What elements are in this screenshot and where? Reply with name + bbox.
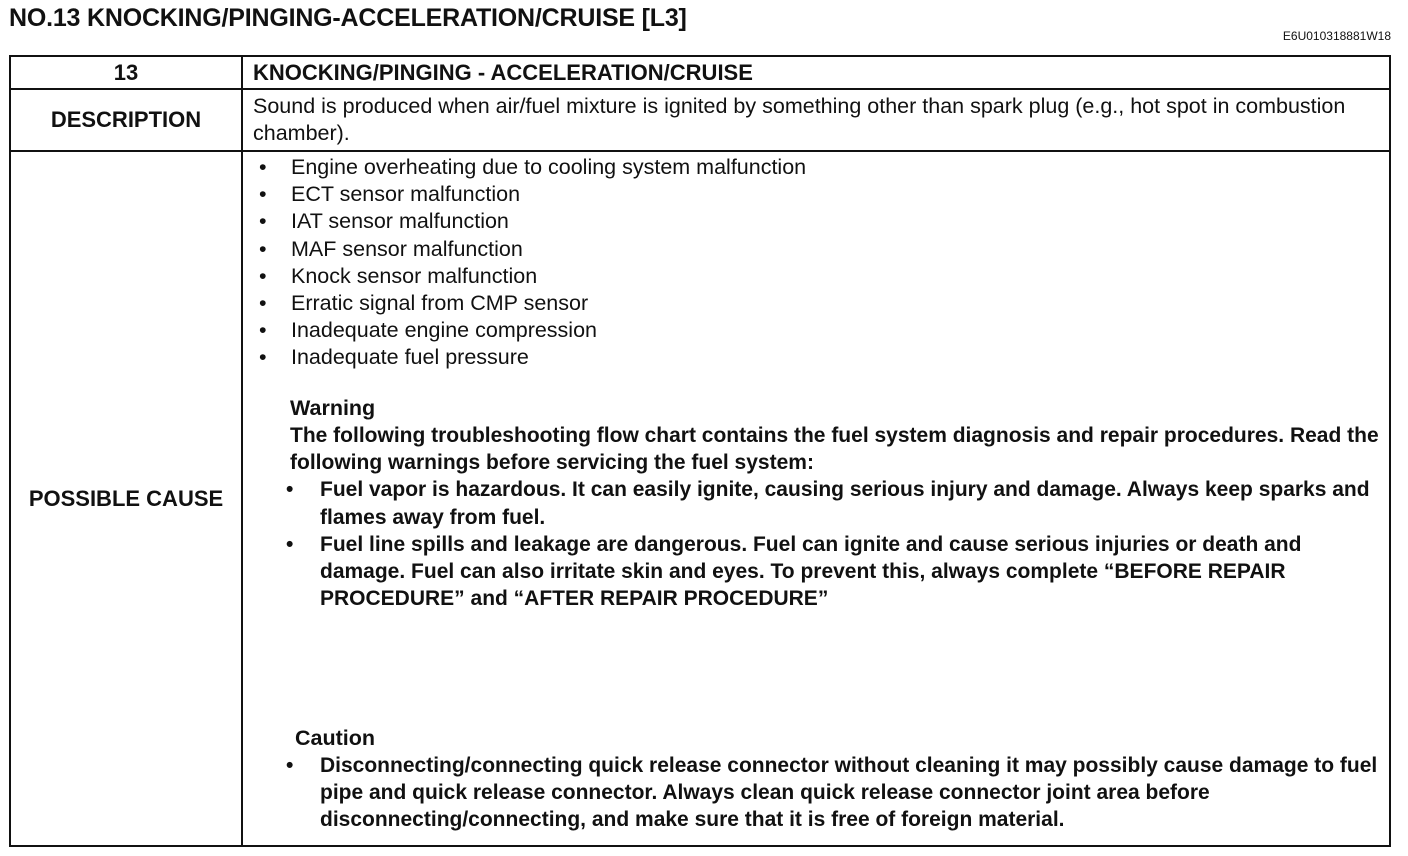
troubleshooting-table xyxy=(9,55,1391,847)
cause-item: • ECT sensor malfunction xyxy=(259,181,806,208)
warning-item: • Fuel vapor is hazardous. It can easily ignite, causing serious injury and damage. Always keep sparks and flames away from fuel. xyxy=(286,476,1381,530)
cause-item: • Knock sensor malfunction xyxy=(259,263,806,290)
symptom-number: 13 xyxy=(10,56,242,89)
cause-list xyxy=(259,154,806,372)
warning-list xyxy=(286,476,1381,612)
symptom-title: KNOCKING/PINGING - ACCELERATION/CRUISE xyxy=(242,56,1390,89)
caution-list xyxy=(286,752,1381,834)
possible-cause-cell xyxy=(242,151,1390,846)
warning-intro: The following troubleshooting flow chart contains the fuel system diagnosis and repair procedures. Read the following warnings before servicing the fuel system: xyxy=(290,424,1379,475)
caution-item: • Disconnecting/connecting quick release connector without cleaning it may possibly cause damage to fuel pipe and quick release connector. Always clean quick release connector joint area before disconnecting/connecting, and make sure that it is free of foreign material. xyxy=(286,752,1381,834)
possible-cause-label: POSSIBLE CAUSE xyxy=(10,151,242,846)
page-title: NO.13 KNOCKING/PINGING-ACCELERATION/CRUISE [L3] xyxy=(9,4,687,32)
description-row xyxy=(10,89,1390,151)
warning-item: • Fuel line spills and leakage are dangerous. Fuel can ignite and cause serious injuries or death and damage. Fuel can also irritate skin and eyes. To prevent this, always complete “BEFORE REPAIR PROCEDURE” and “AFTER REPAIR PROCEDURE” xyxy=(286,531,1381,613)
cause-item: • IAT sensor malfunction xyxy=(259,208,806,235)
description-label: DESCRIPTION xyxy=(10,89,242,151)
description-text: Sound is produced when air/fuel mixture is ignited by something other than spark plug (e.g., hot spot in combustion chamber). xyxy=(242,89,1390,151)
cause-item: • Inadequate fuel pressure xyxy=(259,344,806,371)
warning-block xyxy=(290,395,1381,612)
caution-block xyxy=(295,725,1381,834)
cause-item: • Engine overheating due to cooling system malfunction xyxy=(259,154,806,181)
cause-item: • Inadequate engine compression xyxy=(259,317,806,344)
document-code: E6U010318881W18 xyxy=(1282,29,1391,43)
possible-cause-row xyxy=(10,151,1390,846)
caution-heading: Caution xyxy=(295,726,376,750)
warning-heading: Warning xyxy=(290,396,376,420)
cause-item: • Erratic signal from CMP sensor xyxy=(259,290,806,317)
cause-item: • MAF sensor malfunction xyxy=(259,236,806,263)
symptom-row xyxy=(10,56,1390,89)
